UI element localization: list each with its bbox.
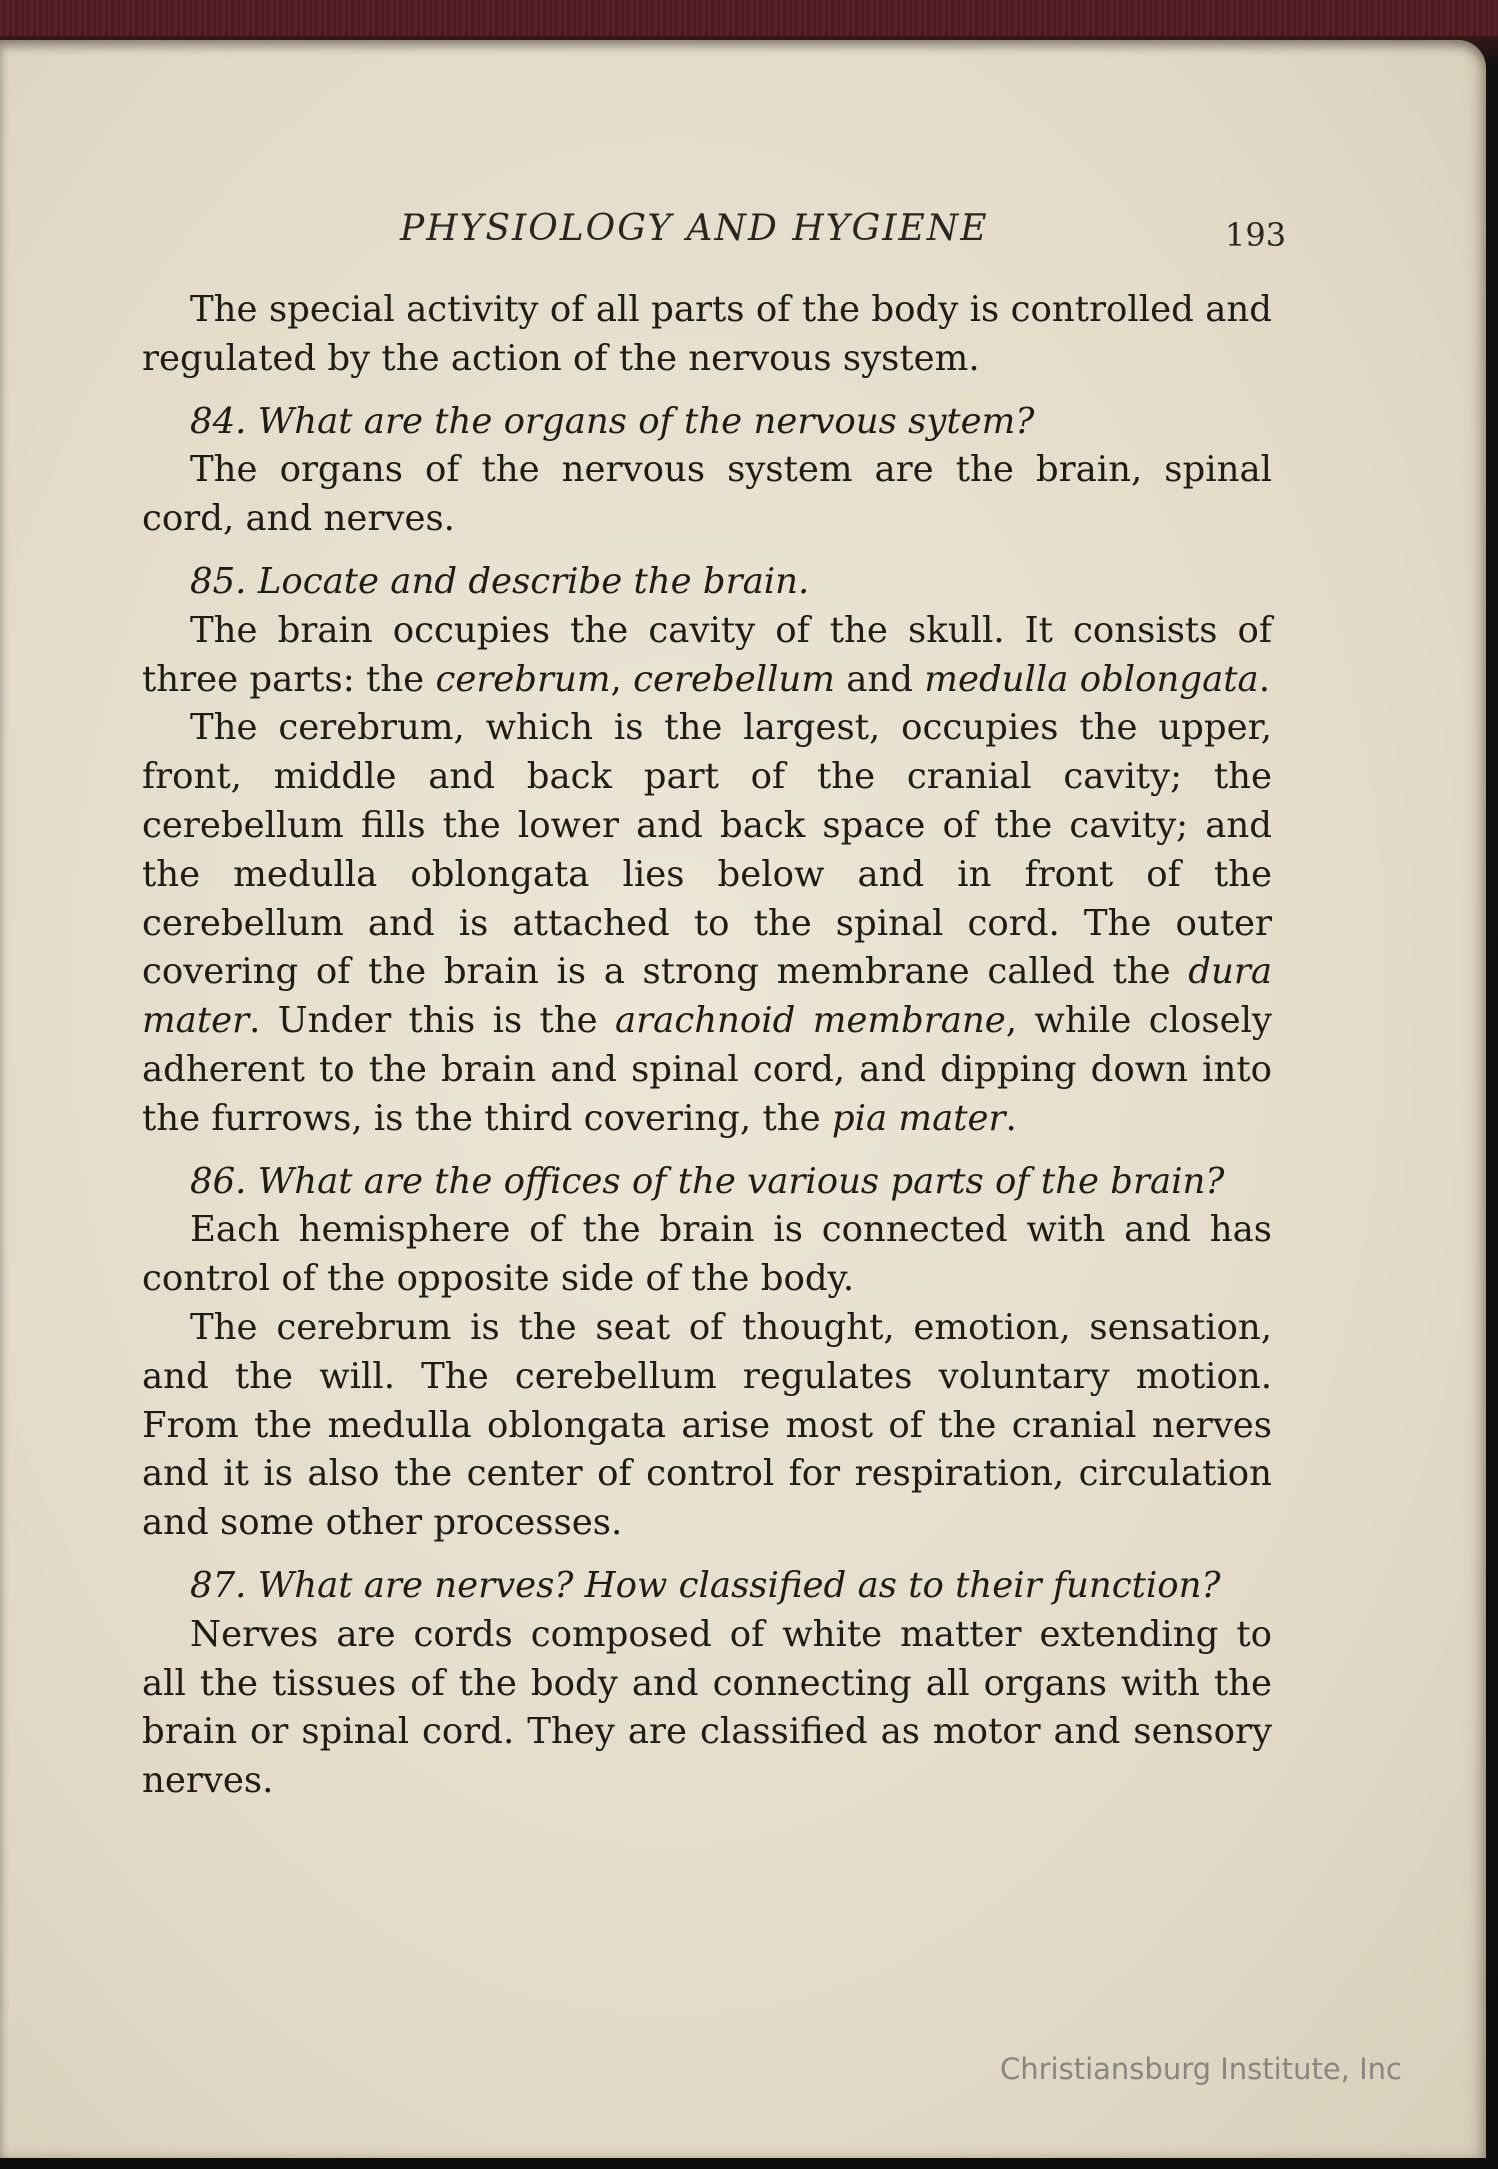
book-cover-edge	[0, 0, 1498, 36]
term-pia-mater: pia mater	[831, 1097, 1006, 1139]
answer-85-part2: The cerebrum, which is the largest, occupies the upper, front, middle and back part of the cranial cavity; the cerebellum fills the lower and back space of the cavity; and the medulla oblongata lies below and in front of the cerebellum and is attached to the spinal cord. The outer covering of the brain is a strong membrane called the dura mater. Under this is the arachnoid membrane, while closely adherent to the brain and spinal cord, and dipping down into the furrows, is the third covering, the pia mater.	[142, 707, 1272, 1139]
answer-87: Nerves are cords composed of white matter extending to all the tissues of the body and connecting all organs with the brain or spinal cord. They are classified as motor and sensory nerves.	[142, 1613, 1272, 1802]
answer-84: The organs of the nervous system are the brain, spinal cord, and nerves.	[142, 449, 1272, 540]
page-number: 193	[1225, 216, 1287, 254]
question-84: 84. What are the organs of the nervous sytem?	[190, 400, 1035, 442]
term-dura-mater: dura mater	[142, 951, 1272, 1042]
page-text	[142, 286, 1272, 1806]
running-title: PHYSIOLOGY AND HYGIENE	[400, 208, 989, 249]
term-arachnoid-membrane: arachnoid membrane	[615, 1000, 1006, 1042]
intro-paragraph: The special activity of all parts of the body is controlled and regulated by the action of the nervous system.	[142, 289, 1272, 379]
term-cerebrum: cerebrum	[435, 658, 611, 700]
book-page	[0, 40, 1486, 2158]
watermark: Christiansburg Institute, Inc	[1000, 2052, 1402, 2086]
question-86: 86. What are the offices of the various parts of the brain?	[190, 1160, 1225, 1202]
term-cerebellum: cerebellum	[633, 658, 835, 700]
question-87: 87. What are nerves? How classified as to their function?	[190, 1564, 1221, 1606]
term-medulla-oblongata: medulla oblongata	[924, 658, 1259, 700]
answer-86-part1: Each hemisphere of the brain is connected with and has control of the opposite side of the body.	[142, 1209, 1272, 1300]
answer-86-part2: The cerebrum is the seat of thought, emotion, sensation, and the will. The cerebellum regulates voluntary motion. From the medulla oblongata arise most of the cranial nerves and it is also the center of control for respiration, circulation and some other processes.	[142, 1306, 1272, 1544]
question-85: 85. Locate and describe the brain.	[190, 560, 810, 602]
answer-85-part1: The brain occupies the cavity of the skull. It consists of three parts: the cerebrum, cerebellum and medulla oblongata.	[142, 609, 1272, 700]
